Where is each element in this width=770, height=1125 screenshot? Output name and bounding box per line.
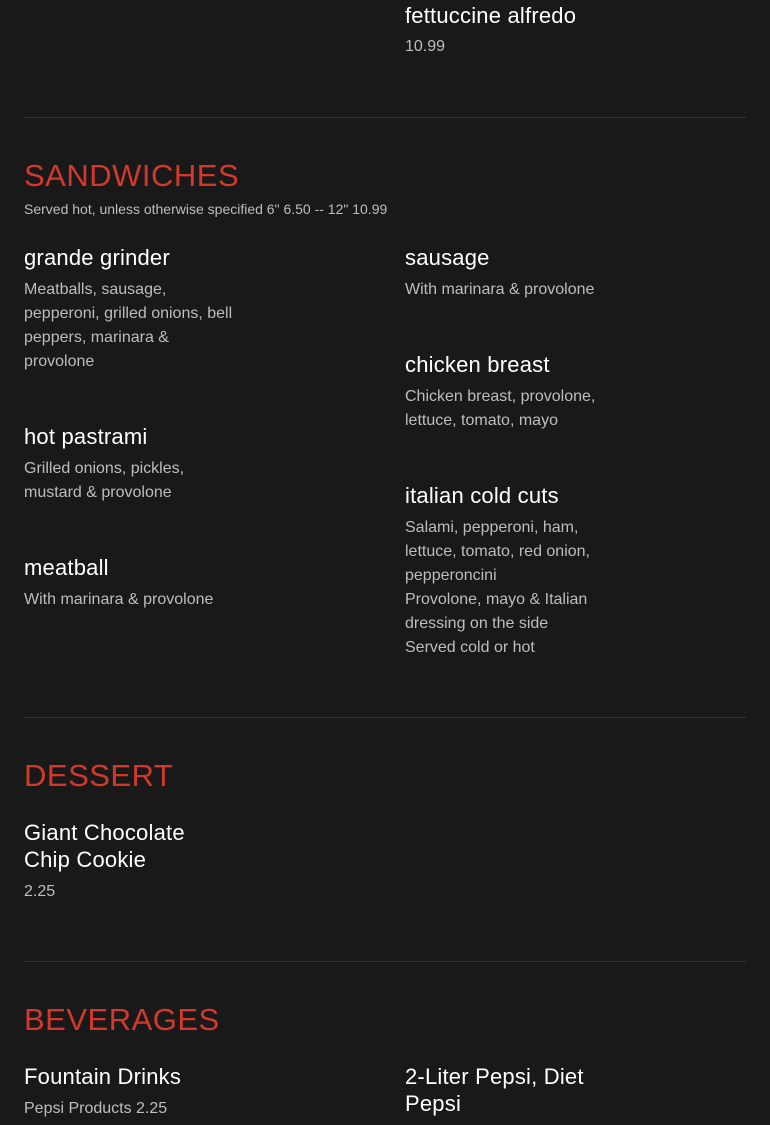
menu-item-hot-pastrami (24, 423, 264, 505)
desc-line: Chicken breast, provolone, (405, 388, 596, 405)
section-divider (24, 117, 746, 118)
menu-item-chicken-breast (405, 351, 645, 433)
item-name: Fountain Drinks (24, 1064, 182, 1089)
item-description (405, 516, 645, 660)
desc-line: Salami, pepperoni, ham, (405, 519, 579, 536)
item-price: 2.25 (24, 883, 56, 900)
item-description (405, 385, 645, 433)
menu-item-giant-chocolate-chip-cookie (24, 819, 185, 902)
desc-line: pepperoni, grilled onions, bell (24, 305, 233, 322)
desc-line: Served cold or hot (405, 639, 535, 656)
item-name: italian cold cuts (405, 483, 559, 508)
menu-item-meatball (24, 554, 264, 612)
desc-line: peppers, marinara & (24, 329, 169, 346)
item-name-line: Giant Chocolate (24, 820, 185, 845)
item-description (24, 278, 274, 374)
item-name-line: Pepsi (405, 1091, 462, 1116)
desc-line: mustard & provolone (24, 484, 172, 501)
section-title-sandwiches: SANDWICHES (24, 158, 240, 193)
menu-item-2-liter-pepsi (405, 1063, 584, 1117)
desc-line: Grilled onions, pickles, (24, 460, 185, 477)
desc-line: provolone (24, 353, 95, 370)
desc-line: lettuce, tomato, mayo (405, 412, 558, 429)
item-description (24, 457, 264, 505)
section-subtitle-sandwiches: Served hot, unless otherwise specified 6" 6.50 -- 12" 10.99 (24, 201, 388, 217)
item-name: sausage (405, 245, 490, 270)
menu-item-italian-cold-cuts (405, 482, 645, 660)
item-description (24, 588, 264, 612)
desc-line: lettuce, tomato, red onion, (405, 543, 590, 560)
item-name: hot pastrami (24, 424, 148, 449)
desc-line: dressing on the side (405, 615, 549, 632)
section-title-beverages: BEVERAGES (24, 1002, 220, 1037)
item-name: grande grinder (24, 245, 170, 270)
desc-line: pepperoncini (405, 567, 497, 584)
section-divider (24, 961, 746, 962)
section-divider (24, 717, 746, 718)
menu-item-grande-grinder (24, 244, 274, 374)
menu-item-sausage (405, 244, 645, 302)
menu-item-fountain-drinks (24, 1063, 181, 1119)
menu-item-fettuccine-alfredo (405, 2, 576, 57)
item-name: chicken breast (405, 352, 550, 377)
item-name: fettuccine alfredo (405, 3, 577, 28)
desc-line: Provolone, mayo & Italian (405, 591, 588, 608)
section-title-dessert: DESSERT (24, 758, 174, 793)
desc-line: With marinara & provolone (24, 591, 214, 608)
item-name: meatball (24, 555, 109, 580)
item-name-line: 2-Liter Pepsi, Diet (405, 1064, 584, 1089)
item-name-line: Chip Cookie (24, 847, 147, 872)
item-price: 10.99 (405, 38, 446, 55)
desc-line: With marinara & provolone (405, 281, 595, 298)
item-description: Pepsi Products 2.25 (24, 1100, 168, 1117)
item-description (405, 278, 645, 302)
desc-line: Meatballs, sausage, (24, 281, 167, 298)
